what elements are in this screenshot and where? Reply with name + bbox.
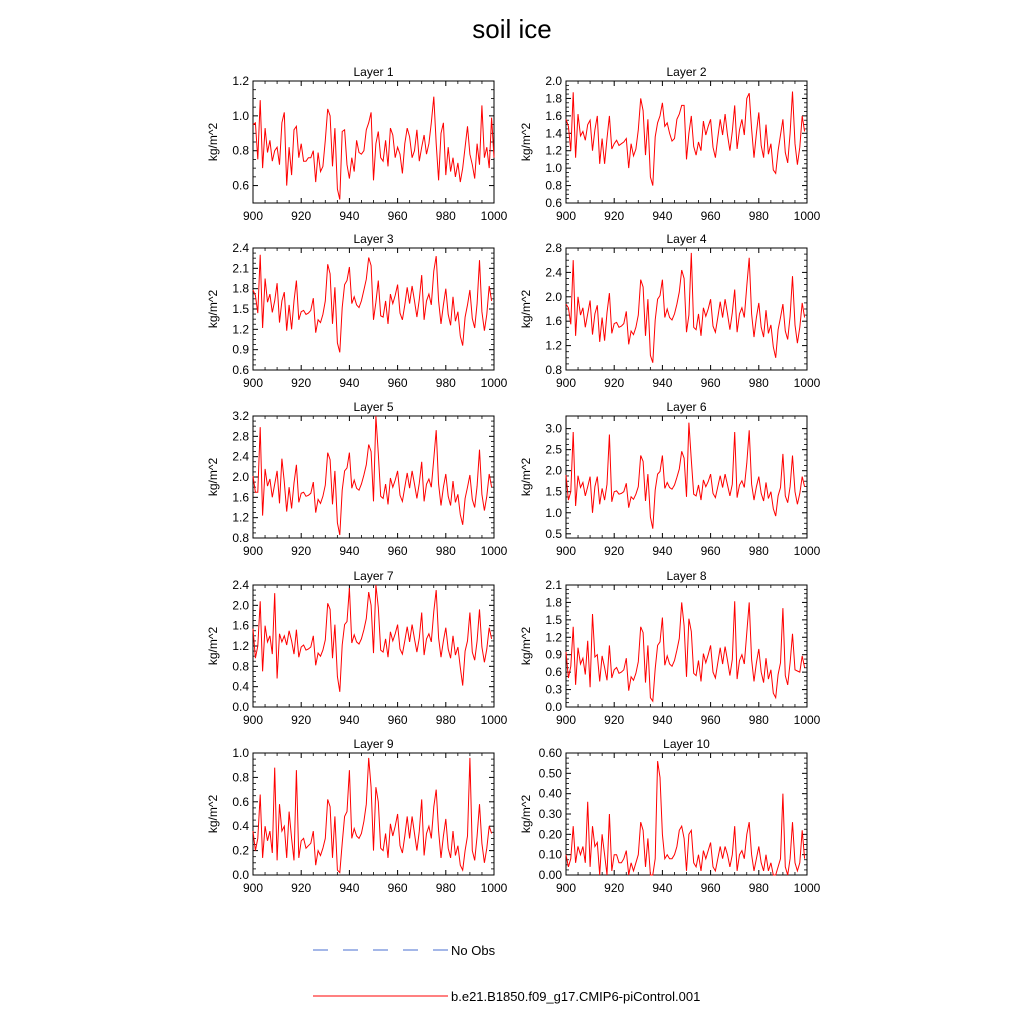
y-tick-label: 1.8	[545, 595, 562, 610]
y-tick-label: 2.0	[545, 74, 562, 88]
x-tick-label: 1000	[480, 209, 508, 223]
x-tick-label: 900	[555, 544, 577, 558]
panel-layer-1	[206, 65, 508, 223]
y-tick-label: 1.8	[545, 91, 562, 106]
x-tick-label: 920	[604, 881, 625, 895]
y-tick-label: 0.8	[545, 363, 562, 377]
panel-title: Layer 9	[353, 737, 394, 751]
y-tick-label: 2.1	[232, 261, 249, 276]
x-tick-label: 940	[339, 713, 360, 727]
x-tick-label: 900	[555, 713, 577, 727]
y-tick-label: 0.6	[232, 178, 249, 193]
y-tick-label: 0.30	[538, 807, 562, 821]
x-tick-label: 980	[435, 376, 456, 390]
y-tick-label: 1.0	[232, 108, 249, 123]
panel-layer-10	[519, 737, 821, 895]
y-tick-label: 2.0	[232, 598, 249, 613]
x-tick-label: 900	[555, 881, 577, 895]
x-tick-label: 960	[387, 544, 408, 558]
x-tick-label: 940	[339, 209, 360, 223]
x-tick-label: 960	[700, 209, 721, 223]
x-tick-label: 980	[435, 544, 456, 558]
y-axis-label: kg/m^2	[519, 626, 533, 666]
y-tick-label: 0.6	[232, 363, 249, 377]
x-tick-label: 1000	[480, 376, 508, 390]
y-tick-label: 0.0	[545, 700, 562, 714]
y-tick-label: 1.6	[545, 314, 562, 329]
y-axis-label: kg/m^2	[519, 289, 533, 329]
y-tick-label: 3.2	[232, 409, 249, 423]
x-tick-label: 960	[700, 881, 721, 895]
series-line	[566, 761, 805, 875]
panel-layer-5	[206, 400, 508, 558]
y-tick-label: 0.10	[538, 847, 562, 862]
x-tick-label: 1000	[793, 209, 821, 223]
y-tick-label: 0.8	[232, 770, 249, 785]
y-tick-label: 1.0	[545, 505, 562, 520]
y-tick-label: 0.20	[538, 827, 562, 842]
plot-frame	[253, 416, 494, 538]
legend	[313, 943, 700, 1004]
x-tick-label: 940	[339, 376, 360, 390]
x-tick-label: 920	[291, 209, 312, 223]
y-tick-label: 0.4	[232, 819, 249, 834]
y-tick-label: 0.40	[538, 786, 562, 801]
y-tick-label: 0.8	[232, 659, 249, 674]
y-tick-label: 0.9	[232, 342, 249, 357]
y-tick-label: 1.4	[545, 126, 562, 141]
x-tick-label: 960	[387, 209, 408, 223]
legend-label-no-obs: No Obs	[451, 943, 496, 958]
panels-group	[206, 65, 821, 895]
y-tick-label: 0.2	[232, 843, 249, 858]
y-axis-label: kg/m^2	[519, 122, 533, 162]
x-tick-label: 960	[387, 881, 408, 895]
plot-frame	[566, 753, 807, 875]
y-tick-label: 2.8	[232, 429, 249, 444]
x-tick-label: 940	[652, 209, 673, 223]
x-tick-label: 1000	[793, 881, 821, 895]
x-tick-label: 920	[604, 376, 625, 390]
panel-title: Layer 3	[353, 232, 394, 246]
x-tick-label: 900	[242, 376, 264, 390]
x-tick-label: 1000	[480, 544, 508, 558]
x-tick-label: 920	[604, 544, 625, 558]
panel-title: Layer 7	[353, 569, 394, 583]
y-axis-label: kg/m^2	[206, 457, 220, 497]
y-tick-label: 2.5	[545, 442, 562, 457]
y-tick-label: 0.6	[545, 196, 562, 210]
y-tick-label: 0.50	[538, 766, 562, 781]
series-line	[253, 97, 494, 200]
y-tick-label: 2.0	[545, 289, 562, 304]
x-tick-label: 920	[291, 544, 312, 558]
x-tick-label: 980	[748, 881, 769, 895]
x-tick-label: 940	[652, 544, 673, 558]
y-tick-label: 1.2	[232, 639, 249, 653]
y-tick-label: 2.4	[545, 265, 562, 280]
panel-title: Layer 4	[666, 232, 707, 246]
y-axis-label: kg/m^2	[206, 626, 220, 666]
y-tick-label: 2.0	[545, 463, 562, 478]
series-line	[253, 585, 492, 692]
y-tick-label: 0.0	[232, 868, 249, 882]
x-tick-label: 900	[242, 713, 264, 727]
x-tick-label: 920	[291, 881, 312, 895]
y-tick-label: 1.2	[232, 510, 249, 525]
panel-title: Layer 1	[353, 65, 394, 79]
chart-title: soil ice	[472, 14, 552, 44]
panel-title: Layer 10	[663, 737, 710, 751]
panel-layer-3	[206, 232, 508, 390]
x-tick-label: 980	[435, 713, 456, 727]
plot-frame	[566, 585, 807, 707]
panel-title: Layer 8	[666, 569, 707, 583]
y-tick-label: 1.0	[232, 746, 249, 760]
y-tick-label: 0.8	[232, 531, 249, 545]
x-tick-label: 920	[604, 209, 625, 223]
panel-layer-7	[206, 569, 508, 727]
y-tick-label: 1.8	[232, 281, 249, 296]
x-tick-label: 1000	[793, 544, 821, 558]
series-line	[566, 423, 805, 529]
y-tick-label: 2.4	[232, 241, 249, 255]
y-tick-label: 2.4	[232, 578, 249, 592]
y-tick-label: 1.2	[232, 322, 249, 337]
y-axis-label: kg/m^2	[519, 794, 533, 834]
plot-frame	[253, 81, 494, 203]
y-tick-label: 0.6	[545, 665, 562, 680]
x-tick-label: 920	[291, 376, 312, 390]
x-tick-label: 900	[555, 376, 577, 390]
y-axis-label: kg/m^2	[206, 122, 220, 162]
y-axis-label: kg/m^2	[206, 289, 220, 329]
y-axis-label: kg/m^2	[206, 794, 220, 834]
x-tick-label: 980	[435, 881, 456, 895]
x-tick-label: 960	[387, 376, 408, 390]
x-tick-label: 960	[387, 713, 408, 727]
y-tick-label: 2.0	[232, 470, 249, 484]
y-tick-label: 0.3	[545, 682, 562, 697]
y-tick-label: 1.0	[545, 161, 562, 176]
x-tick-label: 1000	[480, 881, 508, 895]
y-tick-label: 1.5	[545, 612, 562, 627]
series-line	[566, 601, 805, 701]
x-tick-label: 980	[748, 544, 769, 558]
x-tick-label: 900	[555, 209, 577, 223]
x-tick-label: 940	[339, 544, 360, 558]
plot-frame	[566, 416, 807, 538]
x-tick-label: 940	[652, 713, 673, 727]
series-line	[253, 255, 492, 353]
y-tick-label: 1.2	[545, 143, 562, 158]
series-line	[566, 92, 805, 186]
y-tick-label: 1.2	[545, 338, 562, 353]
panel-layer-6	[519, 400, 821, 558]
series-line	[253, 416, 492, 535]
x-tick-label: 920	[291, 713, 312, 727]
x-tick-label: 1000	[480, 713, 508, 727]
panel-layer-2	[519, 65, 821, 223]
x-tick-label: 960	[700, 544, 721, 558]
plot-frame	[566, 248, 807, 370]
y-tick-label: 0.8	[545, 178, 562, 193]
panel-title: Layer 6	[666, 400, 707, 414]
x-tick-label: 900	[242, 544, 264, 558]
panel-layer-4	[519, 232, 821, 390]
y-tick-label: 0.0	[232, 700, 249, 714]
series-line	[566, 253, 805, 363]
x-tick-label: 980	[435, 209, 456, 223]
x-tick-label: 940	[652, 376, 673, 390]
y-tick-label: 1.6	[232, 490, 249, 505]
x-tick-label: 980	[748, 713, 769, 727]
x-tick-label: 940	[652, 881, 673, 895]
x-tick-label: 1000	[793, 713, 821, 727]
x-tick-label: 980	[748, 376, 769, 390]
panel-title: Layer 5	[353, 400, 394, 414]
x-tick-label: 920	[604, 713, 625, 727]
y-tick-label: 2.1	[545, 578, 562, 592]
y-tick-label: 0.6	[232, 794, 249, 809]
x-tick-label: 960	[700, 713, 721, 727]
y-tick-label: 1.5	[232, 302, 249, 316]
panel-layer-8	[519, 569, 821, 727]
y-tick-label: 2.4	[232, 449, 249, 464]
y-tick-label: 1.2	[545, 630, 562, 645]
x-tick-label: 1000	[793, 376, 821, 390]
y-tick-label: 2.8	[545, 241, 562, 255]
x-tick-label: 940	[339, 881, 360, 895]
y-tick-label: 0.8	[232, 143, 249, 158]
y-tick-label: 1.6	[545, 108, 562, 123]
x-tick-label: 960	[700, 376, 721, 390]
series-line	[253, 758, 492, 873]
y-tick-label: 0.00	[538, 868, 562, 882]
y-axis-label: kg/m^2	[519, 457, 533, 497]
x-tick-label: 980	[748, 209, 769, 223]
panel-title: Layer 2	[666, 65, 707, 79]
y-tick-label: 1.6	[232, 618, 249, 633]
panel-layer-9	[206, 737, 508, 895]
y-tick-label: 0.9	[545, 647, 562, 662]
y-tick-label: 1.2	[232, 74, 249, 88]
x-tick-label: 900	[242, 209, 264, 223]
y-tick-label: 3.0	[545, 421, 562, 436]
y-tick-label: 0.4	[232, 679, 249, 694]
y-tick-label: 1.5	[545, 484, 562, 499]
legend-label-model: b.e21.B1850.f09_g17.CMIP6-piControl.001	[451, 989, 701, 1004]
x-tick-label: 900	[242, 881, 264, 895]
y-tick-label: 0.5	[545, 526, 562, 541]
y-tick-label: 0.60	[538, 746, 562, 760]
